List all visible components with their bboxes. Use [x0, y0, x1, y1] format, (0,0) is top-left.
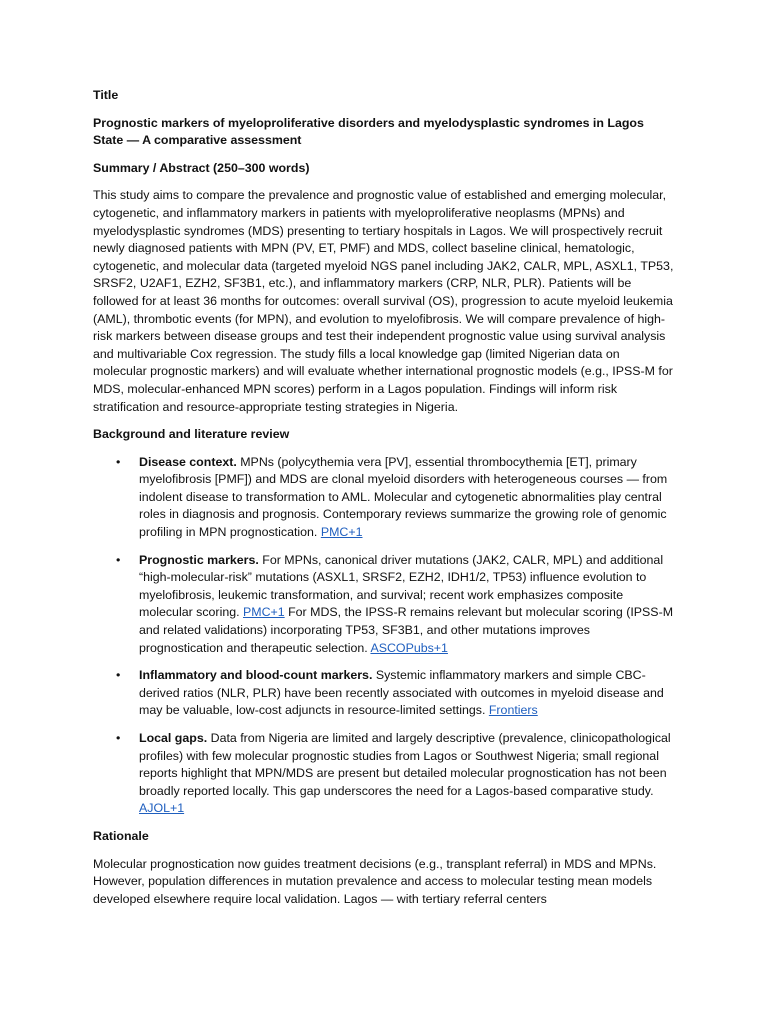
citation-link-ascopubs[interactable]: ASCOPubs+1 — [370, 640, 448, 655]
bullet-text: For MPNs, canonical driver mutations (JAK2, CALR, MPL) and additional “high-molecular-risk” mutations (ASXL1, SRSF2, EZH2, IDH1/2, TP53) influence evolution to myelofibrosis, leukemic transformation, and survival; recent work emphasizes composite molecular scoring. — [139, 552, 664, 620]
list-item-inflammatory-markers — [93, 667, 675, 720]
bullet-lead: Inflammatory and blood-count markers. — [139, 668, 373, 683]
bullet-text: MPNs (polycythemia vera [PV], essential thrombocythemia [ET], primary myelofibrosis [PMF]) and MDS are clonal myeloid disorders with heterogeneous courses — from indolent disease to transformation to AML. Molecular and cytogenetic abnormalities play central roles in diagnosis and prognosis. Contemporary reviews summarize the growing role of genomic profiling in MPN prognostication. — [139, 454, 668, 540]
list-item-prognostic-markers — [93, 552, 675, 658]
list-item-disease-context — [93, 454, 675, 542]
bullet-icon: • — [116, 552, 121, 567]
document-title: Prognostic markers of myeloproliferative disorders and myelodysplastic syndromes in Lagos State — A comparative assessment — [93, 115, 644, 148]
title-label: Title — [93, 88, 119, 102]
citation-link-pmc[interactable]: PMC+1 — [320, 525, 363, 540]
summary-heading: Summary / Abstract (250–300 words) — [93, 160, 310, 175]
list-item-local-gaps — [93, 730, 675, 818]
citation-link-ajol[interactable]: AJOL+1 — [139, 801, 185, 816]
bullet-lead: Prognostic markers. — [139, 552, 259, 567]
bullet-lead: Disease context. — [139, 454, 237, 469]
citation-link-pmc[interactable]: PMC+1 — [242, 605, 285, 620]
rationale-heading: Rationale — [93, 828, 149, 843]
bullet-text: Data from Nigeria are limited and largely descriptive (prevalence, clinicopathological profiles) with few molecular prognostic studies from Lagos or Southwest Nigeria; small regional reports highlight that MPN/MDS are present but detailed molecular prognostication has not been broadly reported locally. This gap underscores the need for a Lagos-based comparative study. — [139, 731, 671, 798]
bullet-icon: • — [116, 731, 121, 745]
bullet-text-continued: For MDS, the IPSS-R remains relevant but molecular scoring (IPSS-M and related validations) incorporating TP53, SF3B1, and other mutations improves prognostication and therapeutic selection. — [139, 605, 674, 655]
rationale-paragraph: Molecular prognostication now guides treatment decisions (e.g., transplant referral) in MDS and MPNs. However, population differences in mutation prevalence and access to molecular testing mean models developed elsewhere require local validation. Lagos — with tertiary referral centers — [93, 856, 657, 906]
bullet-icon: • — [116, 454, 121, 469]
background-heading: Background and literature review — [93, 427, 290, 442]
bullet-icon: • — [116, 668, 121, 683]
citation-link-frontiers[interactable]: Frontiers — [488, 703, 538, 718]
bullet-lead: Local gaps. — [139, 731, 208, 745]
bullet-text: Systemic inflammatory markers and simple CBC-derived ratios (NLR, PLR) have been recently associated with outcomes in myeloid disease and may be valuable, low-cost adjuncts in resource-limited settings. — [139, 668, 664, 718]
background-list — [93, 454, 675, 818]
summary-paragraph: This study aims to compare the prevalence and prognostic value of established and emerging molecular, cytogenetic, and inflammatory markers in patients with myeloproliferative neoplasms (MPNs) and myelodysplastic syndromes (MDS) presenting to tertiary hospitals in Lagos. We will prospectively recruit newly diagnosed patients with MPN (PV, ET, PMF) and MDS, collect baseline clinical, hematologic, cytogenetic, and molecular data (targeted myeloid NGS panel including JAK2, CALR, MPL, ASXL1, TP53, SRSF2, U2AF1, EZH2, SF3B1, etc.), and inflammatory markers (CRP, NLR, PLR). Patients will be followed for at least 36 months for outcomes: overall survival (OS), progression to acute myeloid leukemia (AML), thrombotic events (for MPN), and evolution to myelofibrosis. We will compare prevalence of high-risk markers between disease groups and test their independent prognostic value using survival analysis and multivariable Cox regression. The study fills a local knowledge gap (limited Nigerian data on molecular prognostic markers) and will evaluate whether international prognostic models (e.g., IPSS-M for MDS, molecular-enhanced MPN scores) perform in a Lagos population. Findings will inform risk stratification and resource-appropriate testing strategies in Nigeria. — [93, 188, 674, 414]
